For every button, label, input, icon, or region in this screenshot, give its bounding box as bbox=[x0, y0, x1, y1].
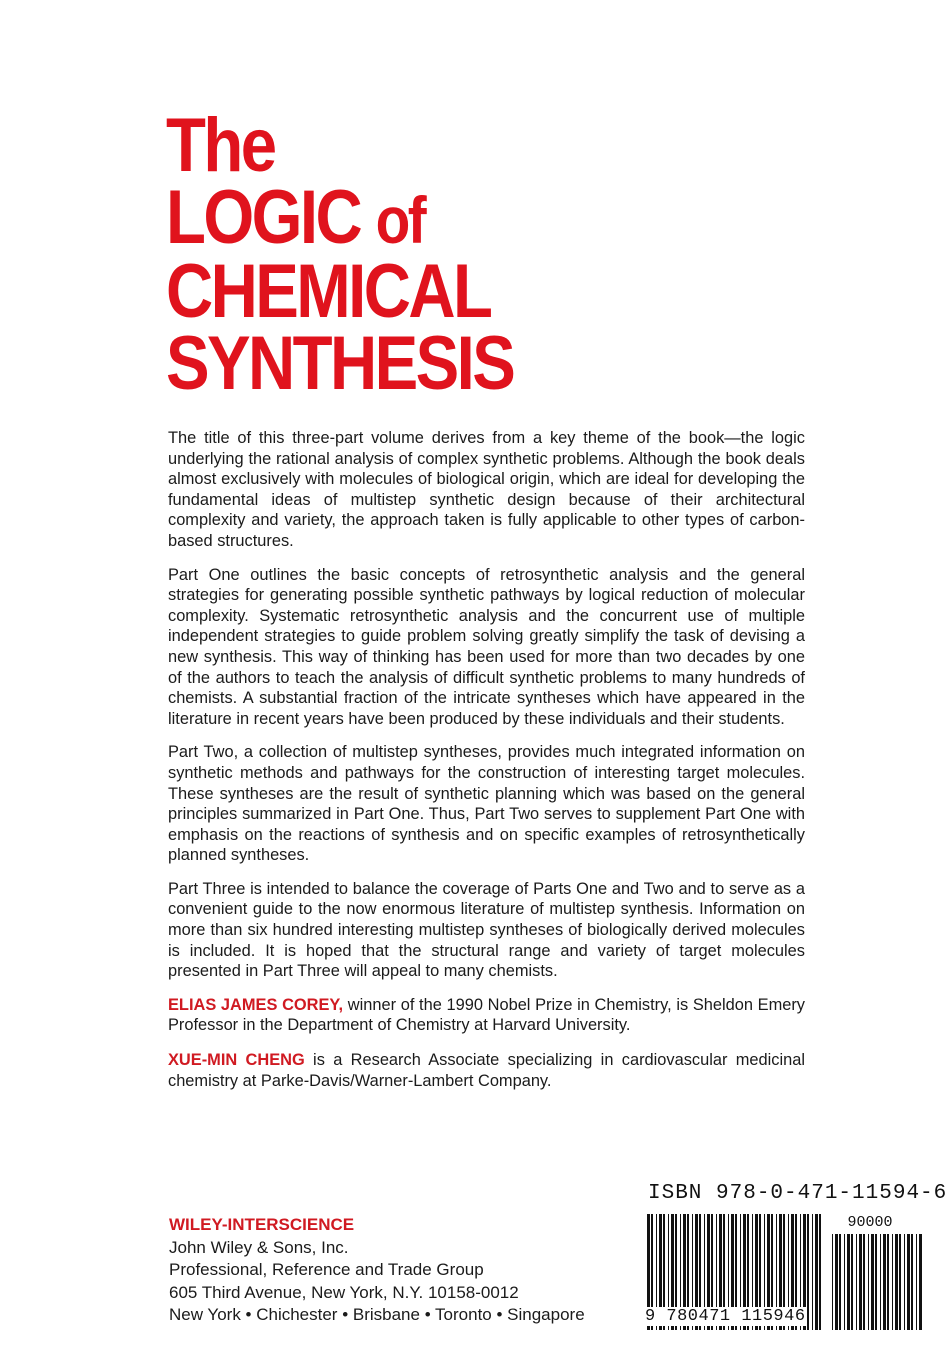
barcode-bar bbox=[812, 1214, 813, 1330]
author-bios bbox=[168, 995, 805, 1091]
barcode-bar bbox=[883, 1234, 886, 1330]
barcode-bar bbox=[851, 1234, 853, 1330]
barcode-bar bbox=[856, 1234, 857, 1330]
book-title bbox=[166, 103, 514, 406]
barcode-bar bbox=[904, 1234, 905, 1330]
author-bio-text: is a Research Associate specializing in cardiovascular medicinal chemistry at Parke-Davis/Warner-Lambert Company. bbox=[168, 1051, 806, 1090]
publisher-block bbox=[169, 1214, 585, 1327]
publisher-line: John Wiley & Sons, Inc. bbox=[169, 1237, 349, 1257]
author-name: XUE-MIN CHENG bbox=[168, 1051, 305, 1070]
author-name: ELIAS JAMES COREY, bbox=[168, 995, 344, 1014]
barcode-bar bbox=[911, 1234, 913, 1330]
author-bio bbox=[168, 1050, 805, 1091]
barcode-bar bbox=[871, 1234, 874, 1330]
barcode-bar bbox=[835, 1234, 838, 1330]
publisher-cities: New York • Chichester • Brisbane • Toronto • Singapore bbox=[169, 1305, 585, 1324]
barcode-bar bbox=[839, 1234, 841, 1330]
addon-price-code: 90000 bbox=[847, 1214, 893, 1231]
barcode-bar bbox=[863, 1234, 865, 1330]
blurb-paragraph: Part Three is intended to balance the coverage of Parts One and Two and to serve as a convenient guide to the now enormous literature of multistep synthesis. Information on more than six hundred interesting multistep syntheses of biologically derived molecules is included. It is hoped that the structural range and variety of target molecules presented in Part Three will appeal to many chemists. bbox=[168, 879, 805, 981]
title-logic-word: LOGIC bbox=[166, 175, 361, 260]
author-bio bbox=[168, 995, 805, 1036]
barcode-bar bbox=[892, 1234, 893, 1330]
title-line-logic bbox=[166, 175, 513, 260]
barcode-bar bbox=[832, 1234, 833, 1330]
barcode-bar bbox=[859, 1234, 862, 1330]
title-line-the: The bbox=[166, 103, 275, 188]
barcode-bar bbox=[887, 1234, 889, 1330]
publisher-line: Professional, Reference and Trade Group bbox=[169, 1260, 484, 1279]
barcode-bar bbox=[819, 1214, 821, 1330]
isbn-label: ISBN 978-0-471-11594-6 bbox=[648, 1182, 948, 1205]
barcode-bar bbox=[868, 1234, 869, 1330]
publisher-address: 605 Third Avenue, New York, N.Y. 10158-0012 bbox=[169, 1282, 519, 1302]
barcode-bar bbox=[907, 1234, 910, 1330]
blurb-paragraph: Part One outlines the basic concepts of retrosynthetic analysis and the general strategies for generating possible synthetic pathways by logical reduction of molecular complexity. Systematic retrosynthetic analysis and the concurrent use of multiple independent strategies to guide problem solving greatly simplify the task of devising a new synthesis. This way of thinking has been used for more than two decades by one of the authors to teach the analysis of difficult synthetic problems to many hundreds of chemists. A substantial fraction of the intricate syntheses which have appeared in the literature in recent years have been produced by these individuals and their students. bbox=[168, 565, 805, 728]
addon-bars bbox=[830, 1214, 924, 1330]
title-line-synthesis: SYNTHESIS bbox=[166, 321, 514, 406]
title-of-word: of bbox=[375, 183, 425, 257]
publisher-imprint: WILEY-INTERSCIENCE bbox=[169, 1215, 355, 1234]
barcode-bar bbox=[919, 1234, 922, 1330]
barcode-bar bbox=[844, 1234, 845, 1330]
addon-barcode bbox=[830, 1214, 924, 1330]
barcode-bar bbox=[899, 1234, 901, 1330]
author-bio-text: winner of the 1990 Nobel Prize in Chemistry, is Sheldon Emery Professor in the Department of Chemistry at Harvard University. bbox=[168, 995, 805, 1035]
blurb-paragraph: The title of this three-part volume derives from a key theme of the book—the logic underlying the rational analysis of complex synthetic problems. Although the book deals almost exclusively with molecules of biological origin, which are ideal for developing the fundamental ideas of multistep synthetic design because of their architectural complexity and variety, the approach taken is fully applicable to other types of carbon-based structures. bbox=[168, 429, 805, 550]
barcode-bar bbox=[880, 1234, 881, 1330]
barcode-bar bbox=[895, 1234, 898, 1330]
barcode-bar bbox=[815, 1214, 818, 1330]
barcode-bar bbox=[916, 1234, 917, 1330]
barcode-bar bbox=[847, 1234, 850, 1330]
blurb-paragraph: Part Two, a collection of multistep syntheses, provides much integrated information on synthetic methods and pathways for the construction of interesting target molecules. These syntheses are the result of synthetic planning which was based on the general principles summarized in Part One. Thus, Part Two serves to supplement Part One with emphasis on the reactions of synthesis and on specific examples of retrosynthetically planned syntheses. bbox=[168, 743, 805, 865]
barcode-bar bbox=[807, 1214, 809, 1330]
barcode-digits: 9 780471 115946 bbox=[645, 1307, 806, 1326]
blurb bbox=[168, 428, 805, 1105]
title-line-chemical: CHEMICAL bbox=[166, 249, 491, 334]
barcode-bar bbox=[875, 1234, 877, 1330]
